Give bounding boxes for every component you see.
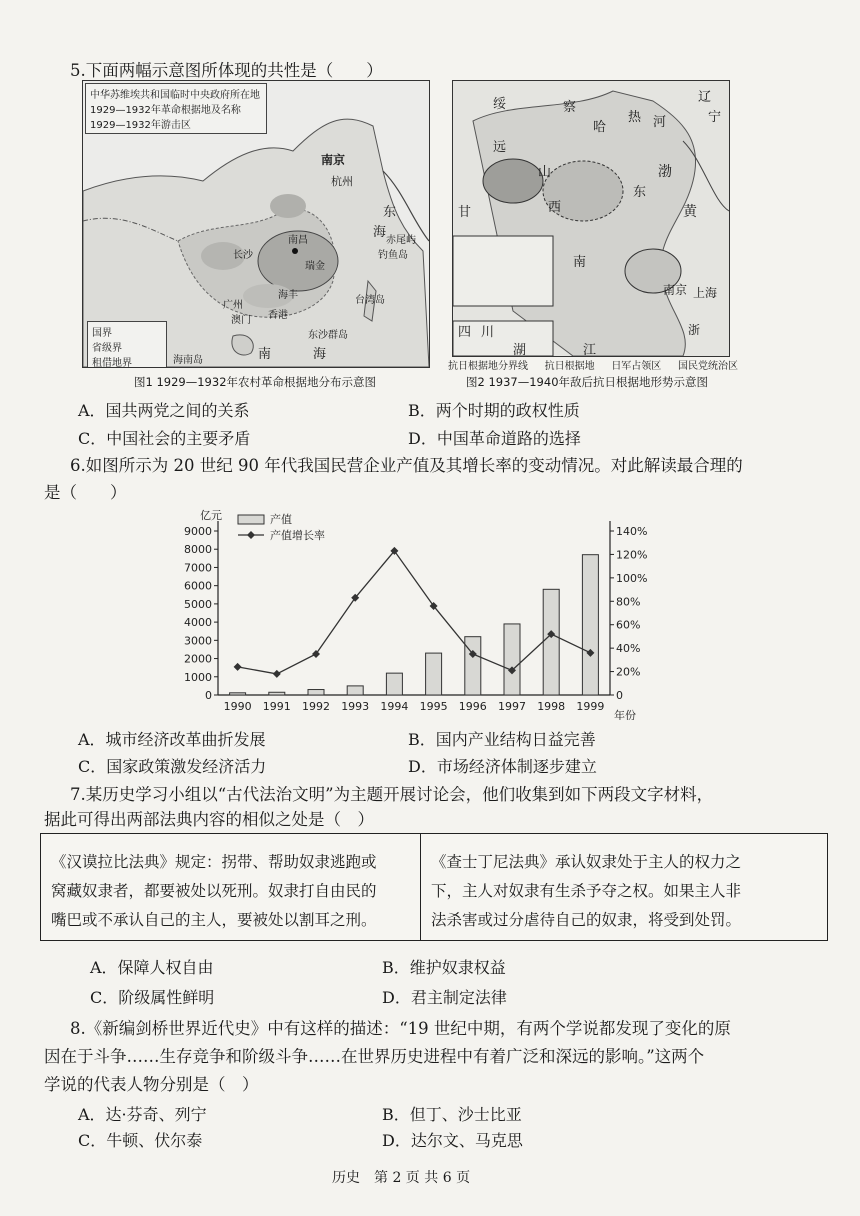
map1-label-taiwan: 台湾岛	[355, 295, 385, 306]
q8-stem-line3: 学说的代表人物分别是（ ）	[44, 1075, 259, 1094]
q7-material-table	[40, 833, 828, 941]
map1-label-hangzhou: 杭州	[331, 175, 353, 188]
q7-left-line3: 嘴巴或不承认自己的主人，要被处以割耳之刑。	[51, 911, 377, 929]
map2-label-huang: 黄	[683, 204, 697, 220]
q5-stem: 5.下面两幅示意图所体现的共性是（ ）	[70, 61, 383, 80]
q7-stem-line1: 7.某历史学习小组以“古代法治文明”为主题开展讨论会，他们收集到如下两段文字材料，	[70, 785, 714, 804]
x-tick-label: 1997	[498, 700, 526, 713]
x-tick-label: 1992	[302, 700, 330, 713]
x-tick-label: 1998	[537, 700, 566, 713]
map1-label-south: 南	[258, 347, 272, 362]
y-tick-label: 9000	[184, 525, 212, 538]
map2	[452, 80, 730, 357]
map2-label-liao: 辽	[698, 90, 712, 105]
q8-stem-line2: 因在于斗争……生存竞争和阶级斗争……在世界历史进程中有着广泛和深远的影响。”这两个	[44, 1047, 705, 1066]
map1-legend-3: 1929—1932年游击区	[90, 120, 191, 131]
map1-label-nanjing: 南京	[321, 153, 346, 167]
map2-label-sui: 绥	[493, 97, 507, 112]
x-tick-label: 1995	[419, 700, 448, 713]
map1-label-changsha: 长沙	[233, 250, 253, 261]
q5-option-c[interactable]: C．中国社会的主要矛盾	[78, 429, 251, 448]
q7-material-right	[421, 834, 827, 940]
y2-tick-label: 140%	[616, 525, 648, 538]
q8-option-c[interactable]: C．牛顿、伏尔泰	[78, 1131, 203, 1150]
map1-caption: 图1 1929—1932年农村革命根据地分布示意图	[134, 375, 377, 389]
map2-label-shanghai: 上海	[693, 286, 718, 300]
y2-tick-label: 80%	[616, 595, 641, 609]
y2-tick-label: 0	[616, 689, 623, 702]
q7-left-line1: 《汉谟拉比法典》规定：拐带、帮助奴隶逃跑或	[51, 853, 377, 871]
y2-tick-label: 100%	[616, 571, 648, 585]
map1-legend-1: 中华苏维埃共和国临时中央政府所在地	[90, 90, 260, 101]
x-tick-label: 1999	[576, 700, 605, 713]
private-enterprise-chart	[170, 505, 670, 720]
map2-label-zhejiang: 浙	[688, 323, 701, 337]
q8-option-a[interactable]: A．达·芬奇、列宁	[78, 1105, 207, 1124]
y-tick-label: 5000	[184, 597, 212, 611]
map2-label-jiangxi: 江	[583, 343, 597, 357]
q7-right-line2: 下，主人对奴隶有生杀予夺之权。如果主人非	[431, 882, 742, 900]
y-tick-label: 6000	[184, 579, 212, 593]
growth-rate-line	[238, 551, 591, 674]
map2-label-chuan: 川	[481, 325, 495, 340]
map1-label-macau: 澳门	[231, 315, 251, 326]
map2-legend-2: 抗日根据地	[544, 361, 595, 372]
map1-label-guangzhou: 广州	[223, 300, 243, 311]
map2-label-gan: 甘	[458, 205, 472, 220]
map2-label-he: 河	[653, 115, 667, 130]
map1-legend-border-1: 国界	[92, 328, 112, 339]
y-axis-label: 亿元	[200, 509, 222, 522]
q5-option-a[interactable]: A．国共两党之间的关系	[78, 401, 250, 420]
bar-1995	[426, 653, 442, 695]
map2-label-bo: 渤	[658, 164, 672, 180]
map2-label-shan: 山	[538, 165, 552, 180]
x-tick-label: 1994	[380, 700, 409, 713]
growth-rate-point-1992	[312, 650, 320, 658]
x-tick-label: 1993	[341, 700, 370, 713]
q7-right-line1: 《查士丁尼法典》承认奴隶处于主人的权力之	[431, 853, 742, 871]
map2-label-ha: 哈	[593, 120, 607, 135]
y-tick-label: 8000	[184, 543, 212, 557]
page-footer: 历史 第 2 页 共 6 页	[332, 1170, 471, 1186]
map1-label-diaoyu: 钓鱼岛	[378, 250, 408, 261]
bar-1998	[543, 589, 559, 695]
map2-label-xi: 西	[548, 200, 562, 215]
map2-caption: 图2 1937—1940年敌后抗日根据地形势示意图	[466, 375, 709, 389]
map1-legend-2: 1929—1932年革命根据地及名称	[90, 105, 241, 116]
map2-label-cha: 察	[563, 100, 577, 115]
map1-legend	[85, 83, 267, 134]
map1-legend-borders	[87, 321, 167, 368]
bar-1994	[386, 673, 402, 695]
y-tick-label: 0	[205, 689, 212, 702]
q5-option-b[interactable]: B．两个时期的政权性质	[408, 401, 580, 420]
chart-plot-area	[184, 509, 647, 720]
growth-rate-point-1990	[234, 663, 242, 671]
growth-rate-point-1991	[273, 670, 281, 678]
map1-label-ruijin: 瑞金	[305, 261, 325, 272]
y2-tick-label: 40%	[616, 642, 641, 656]
q7-stem-line2: 据此可得出两部法典内容的相似之处是（ ）	[44, 810, 374, 829]
bar-1992	[308, 690, 324, 695]
bar-1993	[347, 686, 363, 695]
map2-legend-3: 日军占领区	[611, 361, 662, 372]
map1-label-dongsha: 东沙群岛	[308, 330, 348, 341]
bar-1997	[504, 624, 520, 695]
map2-label-hu: 湖	[513, 343, 527, 357]
x-axis-label: 年份	[614, 709, 636, 720]
legend-line-marker	[247, 531, 255, 539]
x-tick-label: 1991	[262, 700, 291, 713]
q7-material-left	[41, 834, 421, 940]
map2-label-nanjing: 南京	[663, 283, 688, 297]
q5-option-d[interactable]: D．中国革命道路的选择	[408, 429, 581, 448]
q6-option-a[interactable]: A．城市经济改革曲折发展	[78, 730, 266, 749]
y-tick-label: 4000	[184, 616, 212, 630]
map1-label-hongkong: 香港	[268, 310, 288, 321]
bar-1996	[465, 637, 481, 695]
q7-left-line2: 窝藏奴隶者，都要被处以死刑。奴隶打自由民的	[51, 882, 377, 900]
y-tick-label: 1000	[184, 670, 212, 684]
x-tick-label: 1990	[223, 700, 252, 713]
map1-label-nanchang: 南昌	[288, 235, 308, 246]
q7-option-b[interactable]: B．维护奴隶权益	[382, 958, 506, 977]
q6-option-b[interactable]: B．国内产业结构日益完善	[408, 730, 596, 749]
map2-label-henan: 南	[573, 255, 587, 270]
y2-tick-label: 60%	[616, 618, 641, 632]
q7-option-d[interactable]: D．君主制定法律	[382, 988, 507, 1007]
bar-1991	[269, 692, 285, 695]
map2-label-re: 热	[628, 110, 642, 125]
map2-legend	[448, 357, 738, 372]
y-tick-label: 2000	[184, 652, 212, 666]
legend-bar-swatch	[238, 515, 264, 524]
map2-label-ning: 宁	[708, 110, 722, 125]
map2-legend-4: 国民党统治区	[677, 361, 738, 372]
map2-legend-1: 抗日根据地分界线	[448, 361, 528, 372]
q7-option-a[interactable]: A．保障人权自由	[90, 958, 214, 977]
map2-label-shandong: 东	[633, 185, 647, 200]
bar-1990	[230, 693, 246, 695]
legend-line-label: 产值增长率	[270, 529, 325, 542]
y2-tick-label: 120%	[616, 548, 648, 562]
map1-label-hainan: 海南岛	[173, 355, 203, 366]
y2-tick-label: 20%	[616, 665, 641, 679]
map1-label-sea2: 海	[313, 347, 327, 362]
q6-stem-line2: 是（ ）	[44, 483, 127, 502]
q8-stem-line1: 8.《新编剑桥世界近代史》中有这样的描述：“19 世纪中期，有两个学说都发现了变化的原	[70, 1019, 731, 1038]
q8-option-d[interactable]: D．达尔文、马克思	[382, 1131, 523, 1150]
map1-label-sea1: 海	[373, 225, 387, 240]
map1-legend-border-3: 租借地界	[92, 358, 132, 368]
q6-stem-line1: 6.如图所示为 20 世纪 90 年代我国民营企业产值及其增长率的变动情况。对此解读最合理的	[70, 456, 743, 475]
map2-label-yuan: 远	[493, 140, 507, 155]
y-tick-label: 7000	[184, 561, 212, 575]
map1-legend-border-2: 省级界	[92, 343, 122, 354]
map2-label-si: 四	[458, 325, 472, 340]
map1-label-haifeng: 海丰	[278, 290, 298, 301]
q6-option-d[interactable]: D．市场经济体制逐步建立	[408, 757, 597, 776]
legend-bar-label: 产值	[270, 513, 292, 526]
map1-label-east: 东	[383, 205, 397, 220]
q6-option-c[interactable]: C．国家政策激发经济活力	[78, 757, 267, 776]
q8-option-b[interactable]: B．但丁、沙士比亚	[382, 1105, 522, 1124]
map1-label-chiwei: 赤尾屿	[386, 235, 416, 246]
q7-option-c[interactable]: C．阶级属性鲜明	[90, 988, 215, 1007]
q7-right-line3: 法杀害或过分虐待自己的奴隶，将受到处罚。	[431, 911, 742, 929]
y-tick-label: 3000	[184, 634, 212, 648]
x-tick-label: 1996	[458, 700, 487, 713]
map1	[82, 80, 430, 368]
bar-1999	[582, 555, 598, 695]
